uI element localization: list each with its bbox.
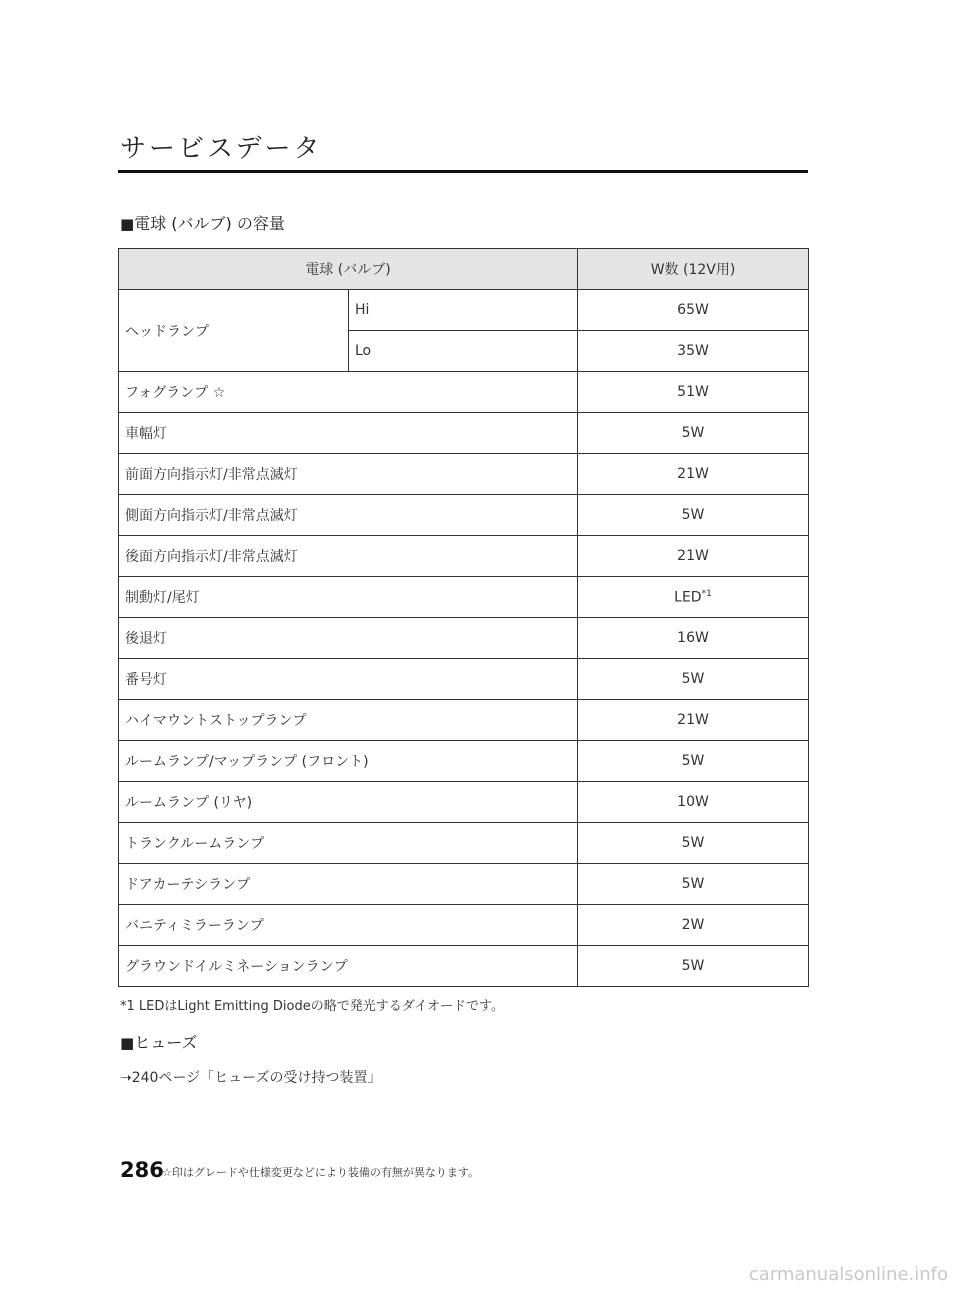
bulb-watt: 21W [578,536,809,577]
table-row [119,864,809,905]
section-heading-fuse [120,1030,197,1053]
bulb-watt: 5W [578,946,809,987]
table-row [119,413,809,454]
bulb-name: バニティミラーランプ [119,905,578,946]
title-rule [118,170,808,173]
table-row [119,577,809,618]
bulb-name: 前面方向指示灯/非常点滅灯 [119,454,578,495]
headlamp-hi-label: Hi [349,290,578,331]
bulb-watt: 5W [578,864,809,905]
table-row [119,454,809,495]
table-row [119,618,809,659]
header-bulb: 電球 (バルブ) [119,249,578,290]
table-row [119,700,809,741]
bulb-name: フォグランプ ☆ [119,372,578,413]
bulb-name: 後面方向指示灯/非常点滅灯 [119,536,578,577]
table-row [119,823,809,864]
bulb-watt: 21W [578,454,809,495]
square-bullet-icon: ■ [120,215,135,233]
bulb-watt: 2W [578,905,809,946]
bulb-watt: 5W [578,495,809,536]
headlamp-lo-watt: 35W [578,331,809,372]
footnote: *1 LEDはLight Emitting Diodeの略で発光するダイオードです。 [120,999,505,1014]
bulb-name: ルームランプ (リヤ) [119,782,578,823]
table-row [119,741,809,782]
bulb-watt: 51W [578,372,809,413]
bulb-watt: 5W [578,413,809,454]
bulb-name: トランクルームランプ [119,823,578,864]
headlamp-name: ヘッドランプ [119,290,349,372]
page-reference [120,1067,381,1087]
section-heading-text: 電球 (バルブ) の容量 [134,214,285,233]
bulb-watt: 10W [578,782,809,823]
bulb-name: 番号灯 [119,659,578,700]
table-row [119,659,809,700]
bulb-watt-value: LED [674,589,702,606]
table-row [119,495,809,536]
table-row [119,372,809,413]
section-heading-text: ヒューズ [134,1033,198,1052]
bulb-watt: 16W [578,618,809,659]
square-bullet-icon: ■ [120,1034,135,1052]
bulb-watt: 5W [578,823,809,864]
table-header-row [119,249,809,290]
bulb-watt: 5W [578,659,809,700]
page-note: ☆印はグレードや仕様変更などにより装備の有無が異なります。 [162,1166,479,1179]
bulb-name: ドアカーテシランプ [119,864,578,905]
table-row [119,782,809,823]
bulb-name: 車幅灯 [119,413,578,454]
bulb-name: 側面方向指示灯/非常点滅灯 [119,495,578,536]
bulb-capacity-table [118,248,809,987]
page-number: 286 [120,1158,164,1182]
table-row [119,536,809,577]
header-watt: W数 (12V用) [578,249,809,290]
page-title: サービスデータ [120,134,323,164]
arrow-right-icon: ➝ [120,1070,132,1086]
table-row [119,905,809,946]
bulb-watt [578,577,809,618]
footnote-marker: *1 [701,588,712,599]
watermark: carmanualsonline.info [748,1264,948,1285]
bulb-name: 後退灯 [119,618,578,659]
headlamp-hi-watt: 65W [578,290,809,331]
bulb-name: ルームランプ/マップランプ (フロント) [119,741,578,782]
bulb-watt: 21W [578,700,809,741]
table-row [119,290,809,331]
section-heading-bulb-capacity [120,211,285,234]
bulb-name: ハイマウントストップランプ [119,700,578,741]
page-reference-text: 240ページ「ヒューズの受け持つ装置」 [131,1070,382,1086]
headlamp-lo-label: Lo [349,331,578,372]
bulb-watt: 5W [578,741,809,782]
table-row [119,946,809,987]
bulb-name: グラウンドイルミネーションランプ [119,946,578,987]
bulb-name: 制動灯/尾灯 [119,577,578,618]
